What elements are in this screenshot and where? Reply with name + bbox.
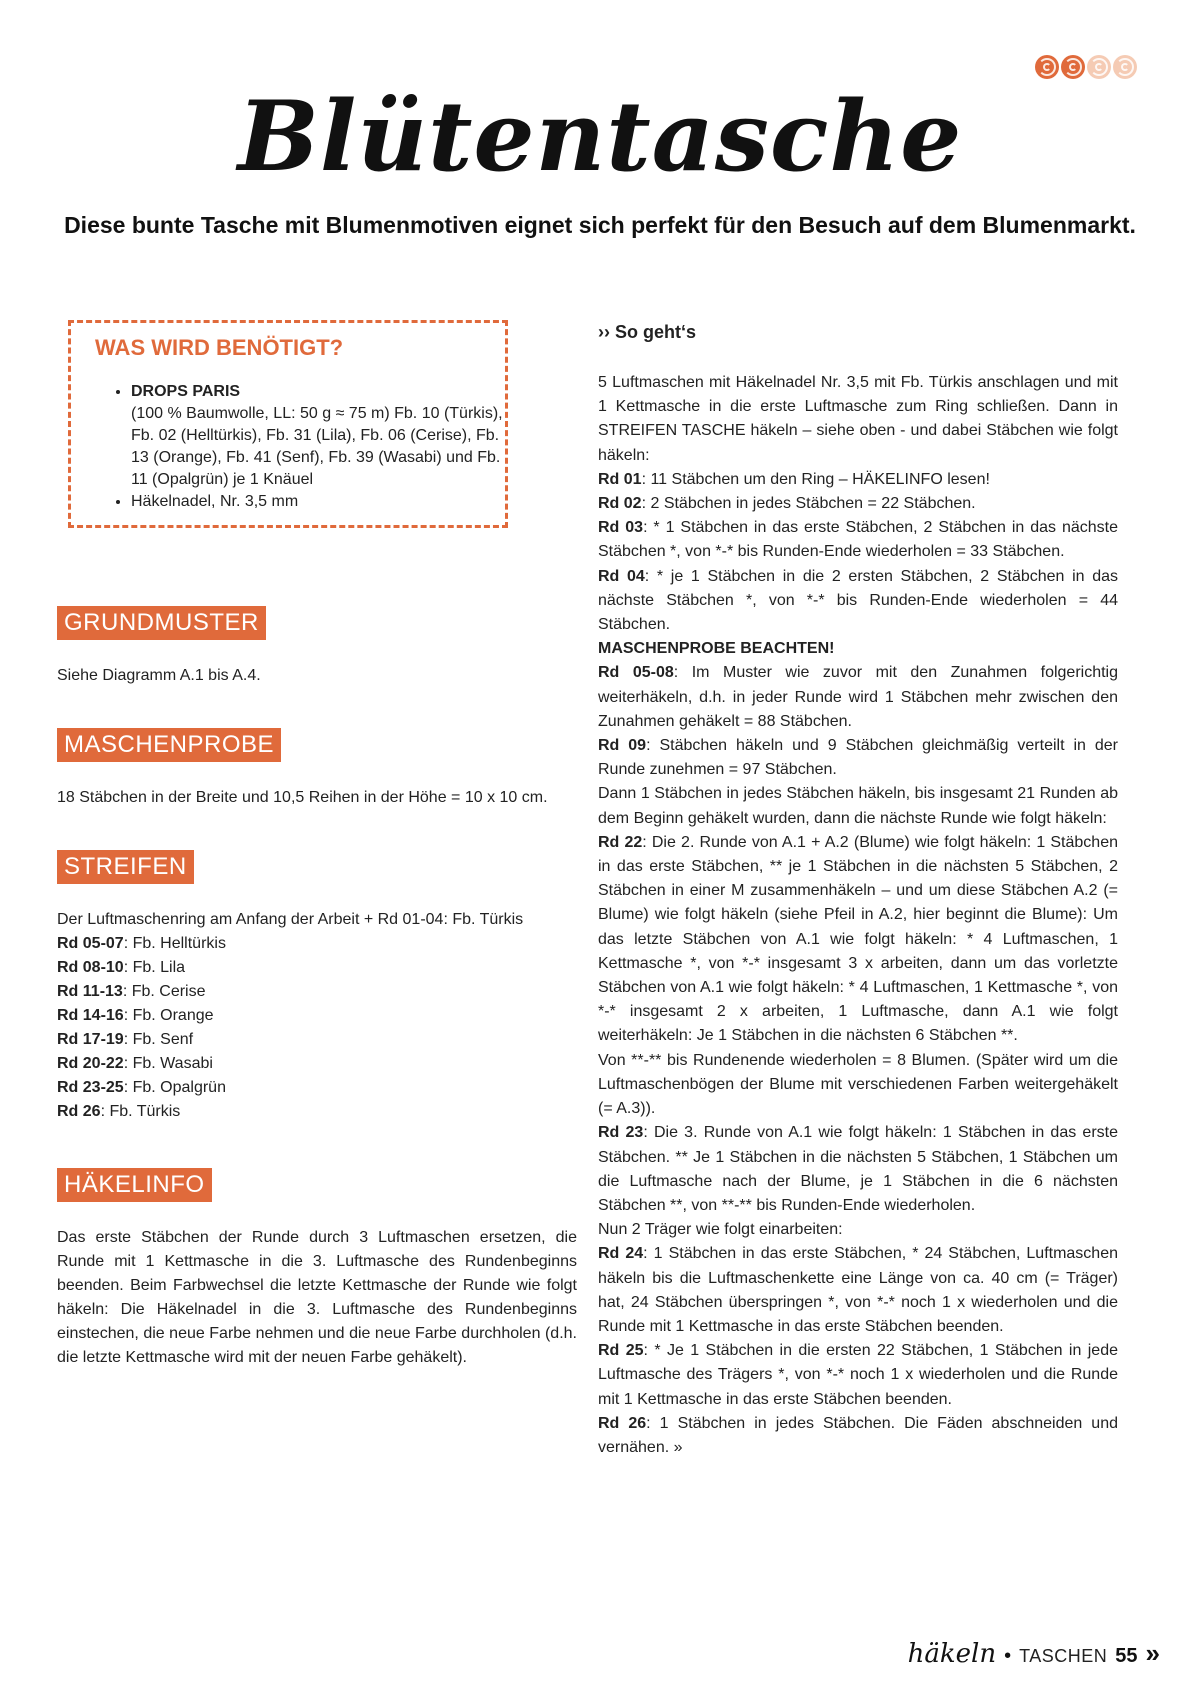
instruction-text: 5 Luftmaschen mit Häkelnadel Nr. 3,5 mit Fb. Türkis anschlagen und mit 1 Kettmasche in die erste Luftmasche zum Ring schließen. Dann in STREIFEN TASCHE häkeln – siehe oben - und dabei Stäbchen wie folgt häkeln: [598,374,1118,464]
stripe-row [57,956,577,980]
stripe-round: Rd 26 [57,1103,101,1120]
instruction-text: : Die 3. Runde von A.1 wie folgt häkeln: 1 Stäbchen in das erste Stäbchen. ** Je 1 Stäbchen in die nächsten 5 Stäbchen, 1 Stäbchen um die Luftmasche nach der Blume, je 1 Stäbchen in die 6 nächsten Stäbchen **, von **-** bis Runden-Ende wiederholen. [598,1124,1118,1214]
stripe-color: : Fb. Türkis [100,1103,181,1120]
instruction-round: Rd 05-08 [598,664,674,682]
yarn-ball-icon [1061,55,1085,79]
instruction-text: : Stäbchen häkeln und 9 Stäbchen gleichmäßig verteilt in der Runde zunehmen = 97 Stäbchen. [598,737,1118,779]
instruction-paragraph [598,831,1118,1049]
instruction-round: Rd 23 [598,1124,644,1142]
instruction-paragraph [598,1242,1118,1339]
material-text: Häkelnadel, Nr. 3,5 mm [131,493,299,510]
instruction-paragraph [598,661,1118,734]
instruction-round: Rd 09 [598,737,647,755]
page-title: Blütentasche [237,80,963,193]
stripe-round: Rd 20-22 [57,1055,124,1072]
materials-item [131,381,511,491]
stripe-round: Rd 23-25 [57,1079,124,1096]
instruction-paragraph [598,734,1118,782]
instruction-paragraph [598,565,1118,638]
stripe-round: Rd 08-10 [57,959,124,976]
stripe-row [57,1076,577,1100]
instruction-text: Dann 1 Stäbchen in jedes Stäbchen häkeln, bis insgesamt 21 Runden ab dem Beginn gehäkelt wurden, dann die nächste Runde wie folgt häkeln: [598,785,1118,827]
stripe-round: Rd 17-19 [57,1031,124,1048]
materials-box [68,320,508,528]
instruction-paragraph [598,468,1118,492]
instruction-round: MASCHENPROBE BEACHTEN! [598,640,835,658]
instruction-paragraph [598,492,1118,516]
yarn-ball-icon [1087,55,1111,79]
instruction-round: Rd 25 [598,1342,644,1360]
instruction-text: : 11 Stäbchen um den Ring – HÄKELINFO lesen! [641,470,990,488]
page-number: 55 [1115,1645,1138,1667]
instruction-text: : Die 2. Runde von A.1 + A.2 (Blume) wie folgt häkeln: 1 Stäbchen in das erste Stäbchen, ** je 1 Stäbchen in die nächsten 5 Stäbchen, 2 Stäbchen in einer M zusammenhäkeln – und um diese Stäbchen A.2 (= Blume) wie folgt häkeln (siehe Pfeil in A.2, hier beginnt die Blume): Um das letzte Stäbchen von A.1 wie folgt häkeln: * 4 Luftmaschen, 1 Kettmasche *, von *-* insgesamt 3 x arbeiten, dann um das vorletzte Stäbchen von A.1 wie folgt häkeln: * 4 Luftmaschen, 1 Kettmasche *, von *-* insgesamt 2 x arbeiten, 1 Luftmasche, dann A.1 wie folgt weiterhäkeln: Je 1 Stäbchen in die nächsten 6 Stäbchen **. [598,833,1118,1045]
instruction-text: : * je 1 Stäbchen in die 2 ersten Stäbchen, 2 Stäbchen in das nächste Stäbchen *, von *-* bis Runden-Ende wiederholen = 44 Stäbchen. [598,567,1119,634]
maschenprobe-text: 18 Stäbchen in der Breite und 10,5 Reihen in der Höhe = 10 x 10 cm. [57,789,548,806]
instruction-text: : Im Muster wie zuvor mit den Zunahmen folgerichtig weiterhäkeln, d.h. in jeder Runde wird 1 Stäbchen mehr zwischen den Zunahmen gehäkelt = 88 Stäbchen. [598,664,1118,730]
stripe-row [57,980,577,1004]
instruction-paragraph [598,637,1118,661]
stripe-row [57,1052,577,1076]
footer-section: TASCHEN [1019,1646,1108,1666]
section-label-maschenprobe: MASCHENPROBE [57,728,281,762]
stripe-color: : Fb. Orange [123,1007,214,1024]
haekelinfo-text: Das erste Stäbchen der Runde durch 3 Luftmaschen ersetzen, die Runde mit 1 Kettmasche in die 3. Luftmasche des Rundenbeginns beenden. Beim Farbwechsel die letzte Kettmasche der Runde wie folgt häkeln: Die Häkelnadel in die 3. Luftmasche des Rundenbeginns einstechen, die neue Farbe nehmen und die neue Farbe durchholen (d.h. die letzte Kettmasche wird mit der neuen Farbe gehäkelt). [57,1229,577,1366]
stripe-color: : Fb. Opalgrün [123,1079,226,1096]
instruction-text: : 2 Stäbchen in jedes Stäbchen = 22 Stäbchen. [641,495,976,513]
instruction-text: Nun 2 Träger wie folgt einarbeiten: [598,1221,843,1239]
stripe-round: Rd 11-13 [57,983,123,1000]
instructions-body [598,371,1118,1460]
materials-heading: WAS WIRD BENÖTIGT? [95,335,344,360]
section-label-grundmuster: GRUNDMUSTER [57,606,266,640]
yarn-ball-icon [1035,55,1059,79]
instruction-round: Rd 22 [598,833,643,851]
instruction-round: Rd 03 [598,519,644,537]
instruction-round: Rd 01 [598,470,642,488]
stripe-round: Rd 14-16 [57,1007,124,1024]
stripe-color: : Fb. Cerise [122,983,206,1000]
section-label-streifen: STREIFEN [57,850,194,884]
instruction-text: : * 1 Stäbchen in das erste Stäbchen, 2 Stäbchen in das nächste Stäbchen *, von *-* bis Runden-Ende wiederholen = 33 Stäbchen. [598,519,1118,561]
stripe-color: : Fb. Lila [123,959,186,976]
instruction-round: Rd 24 [598,1245,644,1263]
stripe-round: Rd 05-07 [57,935,124,952]
instruction-round: Rd 02 [598,495,642,513]
section-label-haekelinfo: HÄKELINFO [57,1168,212,1202]
stripe-color: : Fb. Senf [123,1031,194,1048]
instruction-paragraph [598,1049,1118,1122]
instruction-paragraph [598,1121,1118,1218]
page-footer [900,1638,1160,1678]
difficulty-indicator [1035,55,1137,79]
instruction-paragraph [598,782,1118,830]
stripe-row [57,1100,577,1124]
material-name: • DROPS PARIS [131,383,241,400]
instructions-heading: ›› So geht‘s [598,322,696,342]
streifen-intro: Der Luftmaschenring am Anfang der Arbeit + Rd 01-04: Fb. Türkis [57,911,524,928]
next-page-arrow[interactable]: » [1145,1638,1160,1668]
instruction-round: Rd 04 [598,567,645,585]
stripes-list [57,932,577,1124]
materials-list [109,381,511,513]
instruction-text: : 1 Stäbchen in das erste Stäbchen, * 24 Stäbchen, Luftmaschen häkeln bis die Luftmaschenkette eine Länge von ca. 40 cm (= Träger) hat, 24 Stäbchen überspringen *, von *-* noch 1 x wiederholen und die Runde mit 1 Kettmasche in das erste Stäbchen beenden. [598,1245,1119,1335]
stripe-row [57,1004,577,1028]
instruction-text: : 1 Stäbchen in jedes Stäbchen. Die Fäden abschneiden und vernähen. » [598,1414,1119,1456]
stripe-color: : Fb. Wasabi [123,1055,213,1072]
footer-separator: • [1004,1645,1012,1667]
instruction-paragraph [598,1339,1118,1412]
instruction-round: Rd 26 [598,1414,647,1432]
stripe-color: : Fb. Helltürkis [123,935,226,952]
page-subtitle: Diese bunte Tasche mit Blumenmotiven eignet sich perfekt für den Besuch auf dem Blumenmarkt. [64,212,1136,238]
stripe-row [57,932,577,956]
footer-brand: häkeln [907,1639,997,1669]
instruction-text: Von **-** bis Rundenende wiederholen = 8 Blumen. (Später wird um die Luftmaschenbögen der Blume mit verschiedenen Farben weitergehäkelt (= A.3)). [598,1051,1118,1118]
materials-item [131,491,511,513]
instruction-paragraph [598,516,1118,564]
yarn-ball-icon [1113,55,1137,79]
instruction-text: : * Je 1 Stäbchen in die ersten 22 Stäbchen, 1 Stäbchen in jede Luftmasche des Trägers *, von *-* noch 1 x wiederholen und die Runde mit 1 Kettmasche in das erste Stäbchen beenden. [598,1342,1118,1408]
instruction-paragraph [598,1218,1118,1242]
instruction-paragraph [598,1412,1118,1460]
instruction-paragraph [598,371,1118,468]
material-text: (100 % Baumwolle, LL: 50 g ≈ 75 m) Fb. 10 (Türkis), Fb. 02 (Helltürkis), Fb. 31 (Lila), Fb. 06 (Cerise), Fb. 13 (Orange), Fb. 41 (Senf), Fb. 39 (Wasabi) und Fb. 11 (Opalgrün) je 1 Knäuel [131,405,503,488]
grundmuster-text: Siehe Diagramm A.1 bis A.4. [57,667,261,684]
stripe-row [57,1028,577,1052]
